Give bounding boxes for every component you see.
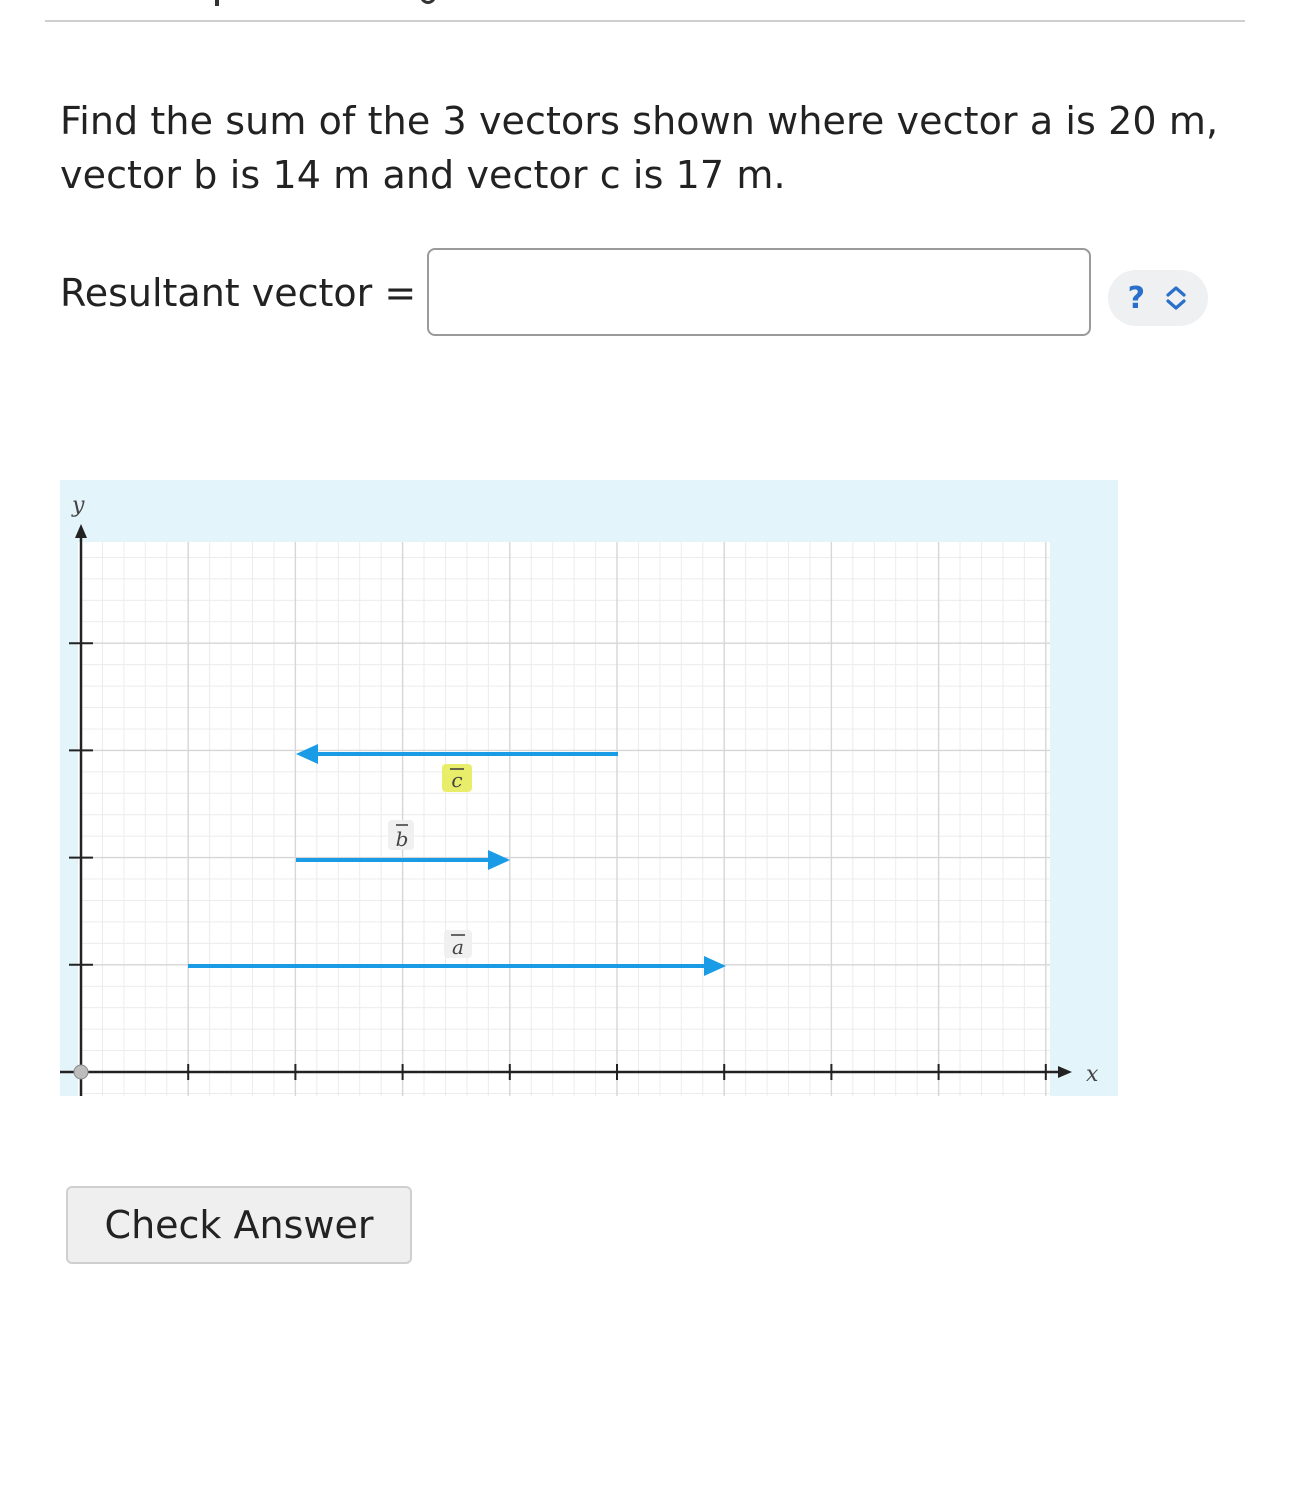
answer-label: Resultant vector =: [60, 271, 417, 315]
vector-figure: [60, 480, 1118, 1096]
unit-selector[interactable]: [1108, 270, 1208, 326]
vector-a-label: a: [452, 935, 464, 959]
vector-b-label: b: [395, 827, 409, 851]
question-line-1: Find the sum of the 3 vectors shown where vector a is 20 m,: [60, 99, 1219, 143]
top-cutoff-text: [45, 0, 1245, 6]
question-text: [60, 94, 1250, 202]
vector-c-label-group: [442, 764, 472, 792]
vector-b-label-group: [388, 820, 414, 851]
x-axis-label: x: [1086, 1062, 1099, 1087]
unit-selector-value: ?: [1127, 280, 1146, 316]
top-divider: [45, 20, 1245, 22]
vector-diagram: [60, 480, 1118, 1096]
question-line-2: vector b is 14 m and vector c is 17 m.: [60, 153, 786, 197]
y-axis-label: y: [72, 493, 85, 518]
vector-a-label-group: [444, 930, 472, 959]
chevron-up-down-icon: [1164, 284, 1188, 312]
answer-row: [60, 248, 1220, 338]
origin-point: [74, 1065, 88, 1079]
grid-area: [78, 542, 1050, 1096]
resultant-vector-input[interactable]: [427, 248, 1091, 336]
vector-c-label: c: [451, 768, 463, 792]
check-answer-button[interactable]: Check Answer: [66, 1186, 412, 1264]
